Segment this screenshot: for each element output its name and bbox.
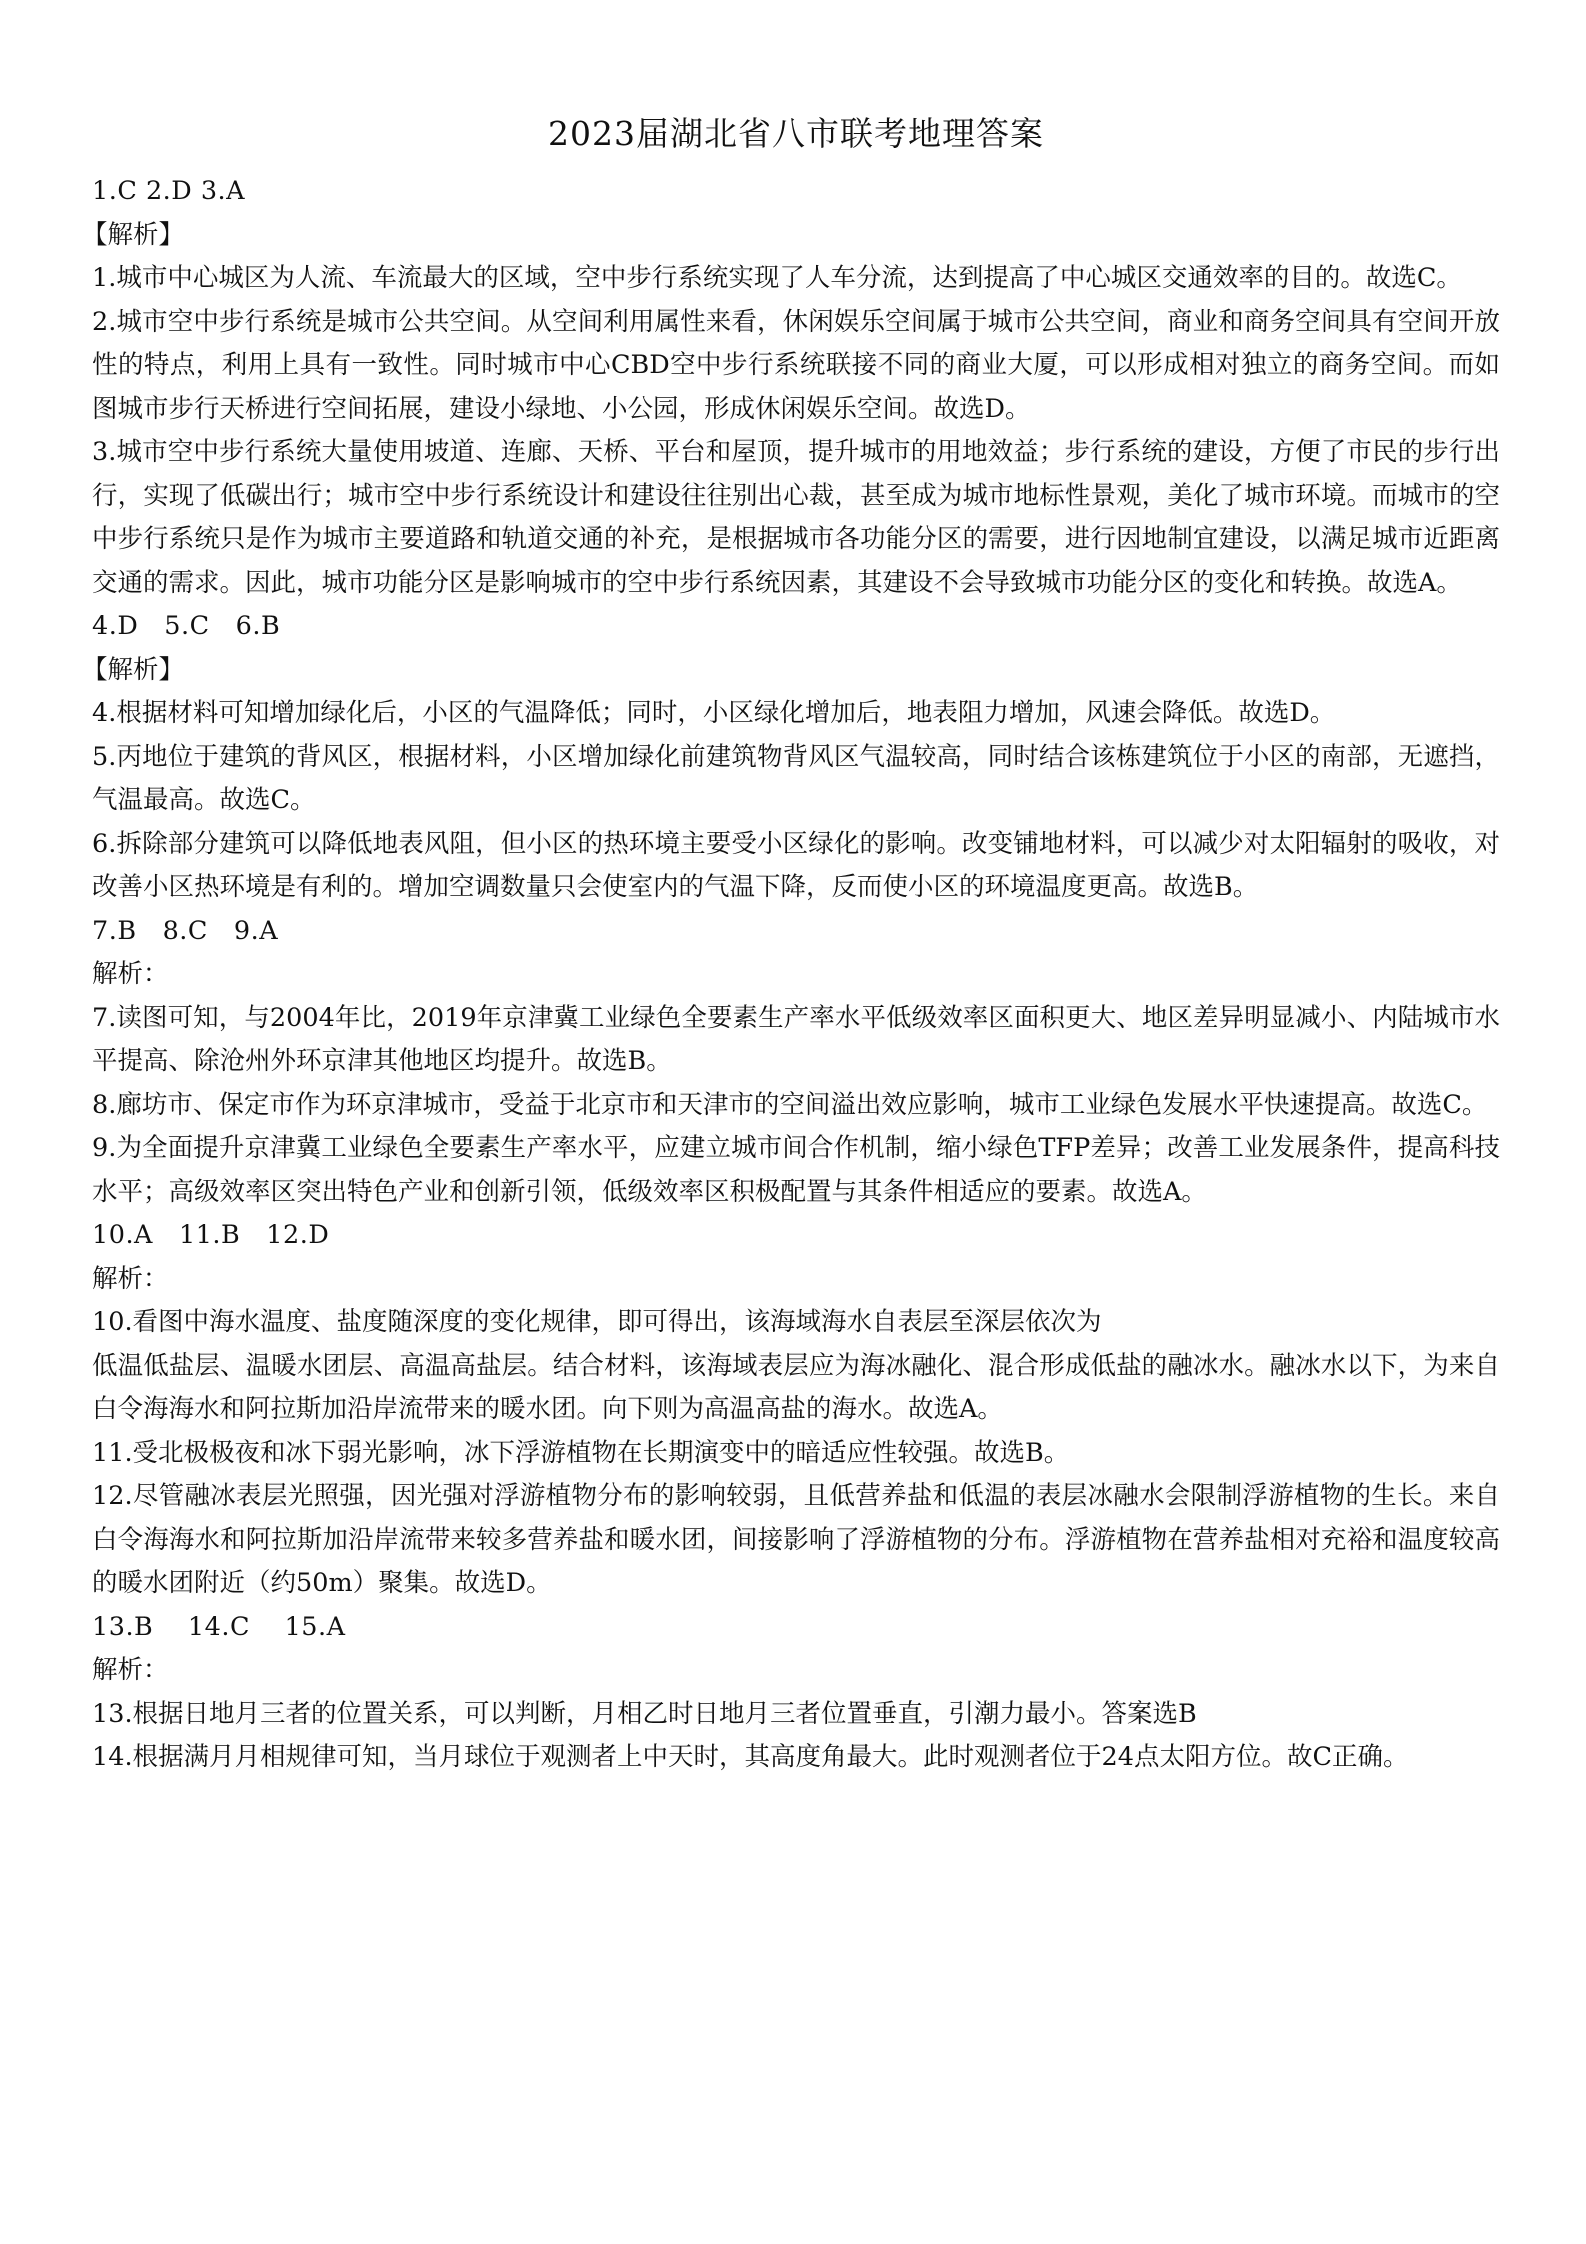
answers-1-3: 1.C 2.D 3.A xyxy=(92,176,246,206)
explanation-q6: 6.拆除部分建筑可以降低地表风阻，但小区的热环境主要受小区绿化的影响。改变铺地材料，可以减少对太阳辐射的吸收，对改善小区热环境是有利的。增加空调数量只会使室内的气温下降，反而使小区的环境温度更高。故选B。 xyxy=(92,828,1500,902)
explanation-q7: 7.读图可知，与2004年比，2019年京津冀工业绿色全要素生产率水平低级效率区面积更大、地区差异明显减小、内陆城市水平提高、除沧州外环京津其他地区均提升。故选B。 xyxy=(92,1002,1500,1076)
answers-4-6: 4.D 5.C 6.B xyxy=(92,611,281,641)
answers-10-12: 10.A 11.B 12.D xyxy=(92,1220,330,1250)
analysis-label-2: 【解析】 xyxy=(82,654,185,685)
explanation-q8: 8.廊坊市、保定市作为环京津城市，受益于北京市和天津市的空间溢出效应影响，城市工业绿色发展水平快速提高。故选C。 xyxy=(92,1089,1488,1120)
answer-document xyxy=(82,112,1500,1780)
explanation-q10-intro: 10.看图中海水温度、盐度随深度的变化规律，即可得出，该海域海水自表层至深层依次为 xyxy=(92,1307,1102,1337)
explanation-q2: 2.城市空中步行系统是城市公共空间。从空间利用属性来看，休闲娱乐空间属于城市公共空间，商业和商务空间具有空间开放性的特点，利用上具有一致性。同时城市中心CBD空中步行系统联接不同的商业大厦，可以形成相对独立的商务空间。而如图城市步行天桥进行空间拓展，建设小绿地、小公园，形成休闲娱乐空间。故选D。 xyxy=(92,306,1500,424)
explanation-q3: 3.城市空中步行系统大量使用坡道、连廊、天桥、平台和屋顶，提升城市的用地效益；步行系统的建设，方便了市民的步行出行，实现了低碳出行；城市空中步行系统设计和建设往往别出心裁，甚至成为城市地标性景观，美化了城市环境。而城市的空中步行系统只是作为城市主要道路和轨道交通的补充，是根据城市各功能分区的需要，进行因地制宜建设，以满足城市近距离交通的需求。因此，城市功能分区是影响城市的空中步行系统因素，其建设不会导致城市功能分区的变化和转换。故选A。 xyxy=(92,437,1500,598)
document-title: 2023届湖北省八市联考地理答案 xyxy=(548,114,1044,153)
explanation-q5: 5.丙地位于建筑的背风区，根据材料，小区增加绿化前建筑物背风区气温较高，同时结合该栋建筑位于小区的南部，无遮挡，气温最高。故选C。 xyxy=(92,741,1500,815)
explanation-q13: 13.根据日地月三者的位置关系，可以判断，月相乙时日地月三者位置垂直，引潮力最小。答案选B xyxy=(92,1698,1197,1729)
explanation-q14: 14.根据满月月相规律可知，当月球位于观测者上中天时，其高度角最大。此时观测者位于24点太阳方位。故C正确。 xyxy=(92,1742,1409,1772)
analysis-label-5: 解析： xyxy=(92,1655,169,1685)
analysis-label-4: 解析： xyxy=(92,1263,169,1294)
analysis-label-3: 解析： xyxy=(92,959,169,989)
explanation-q1: 1.城市中心城区为人流、车流最大的区域，空中步行系统实现了人车分流，达到提高了中心城区交通效率的目的。故选C。 xyxy=(92,263,1462,293)
explanation-q9: 9.为全面提升京津冀工业绿色全要素生产率水平，应建立城市间合作机制，缩小绿色TFP差异；改善工业发展条件，提高科技水平；高级效率区突出特色产业和创新引领，低级效率区积极配置与其条件相适应的要素。故选A。 xyxy=(92,1133,1500,1207)
answers-7-9: 7.B 8.C 9.A xyxy=(92,915,279,946)
explanation-q4: 4.根据材料可知增加绿化后，小区的气温降低；同时，小区绿化增加后，地表阻力增加，风速会降低。故选D。 xyxy=(92,698,1336,728)
explanation-q10-detail: 低温低盐层、温暖水团层、高温高盐层。结合材料，该海域表层应为海冰融化、混合形成低盐的融冰水。融冰水以下，为来自白令海海水和阿拉斯加沿岸流带来的暖水团。向下则为高温高盐的海水。故选A。 xyxy=(92,1350,1500,1424)
explanation-q11: 11.受北极极夜和冰下弱光影响，冰下浮游植物在长期演变中的暗适应性较强。故选B。 xyxy=(92,1437,1070,1468)
analysis-label-1: 【解析】 xyxy=(82,219,185,250)
explanation-q12: 12.尽管融冰表层光照强，因光强对浮游植物分布的影响较弱，且低营养盐和低温的表层冰融水会限制浮游植物的生长。来自白令海海水和阿拉斯加沿岸流带来较多营养盐和暖水团，间接影响了浮游植物的分布。浮游植物在营养盐相对充裕和温度较高的暖水团附近（约50m）聚集。故选D。 xyxy=(92,1481,1500,1598)
answers-13-15: 13.B 14.C 15.A xyxy=(92,1611,346,1642)
